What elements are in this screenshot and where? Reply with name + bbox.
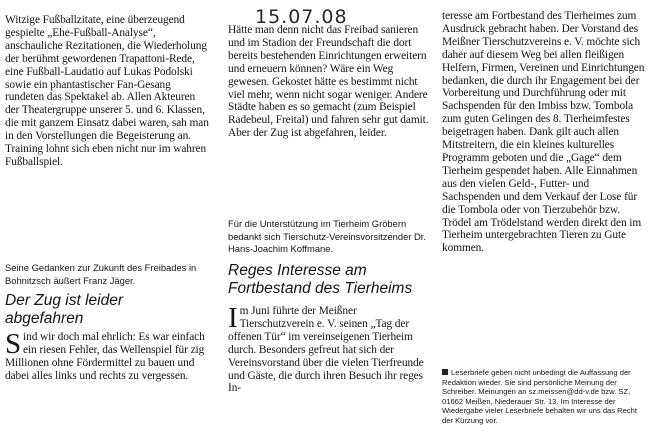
article-headline: Reges Interesse am Fortbestand des Tierheims: [228, 262, 413, 297]
article-intro: Für die Unterstützung im Tierheim Gröbern bedankt sich Tierschutz-Vereinsvorsitzender Dr. Hans-Joachim Koffmane.: [228, 218, 427, 255]
reader-letter-note-text: Leserbriefe geben nicht unbedingt die Auffassung der Redaktion wieder. Sie sind persönliche Meinung der Schreiber. Meinungen an sz.meissen@dd-v.de bzw. SZ, 01662 Meißen, Niederauer Str. 13. Im Interesse der Wiedergabe vieler Leserbriefe behalten wir uns das Recht der Kürzung vor.: [442, 368, 638, 425]
article-text-continued: Hätte man denn nicht das Freibad sanieren und im Stadion der Freundschaft die dort bereits bestehenden Einrichtungen erweitern und erneuern können? Wäre ein Weg gewesen. Gekostet hätte es bestimmt nicht viel mehr, wenn nicht sogar weniger. Andere Städte haben es so gemacht (zum Beispiel Radebeul, Freital) und fahren sehr gut damit. Aber der Zug ist abgefahren, leider.: [228, 24, 429, 140]
drop-cap: S: [5, 328, 22, 360]
article-intro: Seine Gedanken zur Zukunft des Freibades in Bohnitzsch äußert Franz Jäger.: [5, 262, 197, 286]
reader-letter-note: [442, 368, 648, 426]
article-body-text: ind wir doch mal ehrlich: Es war einfach ein riesen Fehler, das Wellenspiel für zig Millionen ohne Fördermittel zu bauen und dabei alles links und rechts zu vergessen.: [5, 331, 205, 382]
square-bullet-icon: [442, 369, 448, 375]
article-body: [5, 328, 212, 383]
article-body: [228, 302, 431, 395]
handwritten-date-stamp: 15.07.08: [255, 6, 348, 28]
article-body-text: m Juni führte der Meißner Tierschutzverein e. V. seinen „Tag der offenen Tür“ im vereinseigenen Tierheim durch. Besonders gefreut hat sich der Vereinsvorstand über die vielen Tierfreunde und Gäste, die durch ihren Besuch ihr reges In-: [228, 305, 424, 395]
drop-cap: I: [228, 302, 238, 334]
article-text-continued: Witzige Fußballzitate, eine überzeugend gespielte „Ehe-Fußball-Analyse“, anschauliche Rezitationen, die Wiederholung der berühmt gewordenen Trapattoni-Rede, eine Fußball-Laudatio auf Lukas Podolski sowie ein phantastischer Fan-Gesang rundeten das Spektakel ab. Allen Akteuren der Theatergruppe unserer 5. und 6. Klassen, die mit ganzem Einsatz dabei waren, sah man in den Vorstellungen die Begeisterung an. Training lohnt sich eben nicht nur im wahren Fußballspiel.: [5, 14, 209, 168]
article-text-continued: teresse am Fortbestand des Tierheimes zum Ausdruck gebracht haben. Der Vorstand des Meißner Tierschutzvereins e. V. möchte sich daher auf diesem Weg bei allen fleißigen Helfern, Firmen, Vereinen und Einrichtungen bedanken, die durch ihr Engagement bei der Vorbereitung und Durchführung oder mit Sachspenden für den Imbiss bzw. Tombola zum guten Gelingen des 8. Tierheimfestes beigetragen haben. Dank gilt auch allen Mitstreitern, die ein kleines kulturelles Programm geboten und die „Gage“ dem Tierheim gespendet haben. Alle Einnahmen aus den vielen Geld-, Futter- und Sachspenden und dem Verkauf der Lose für die Tombola oder von Tierzubehör bzw. Trödel am Trödelstand werden direkt den im Tierheim untergebrachten Tieren zu Gute kommen.: [442, 10, 645, 255]
article-headline: Der Zug ist leider abgefahren: [5, 292, 124, 327]
